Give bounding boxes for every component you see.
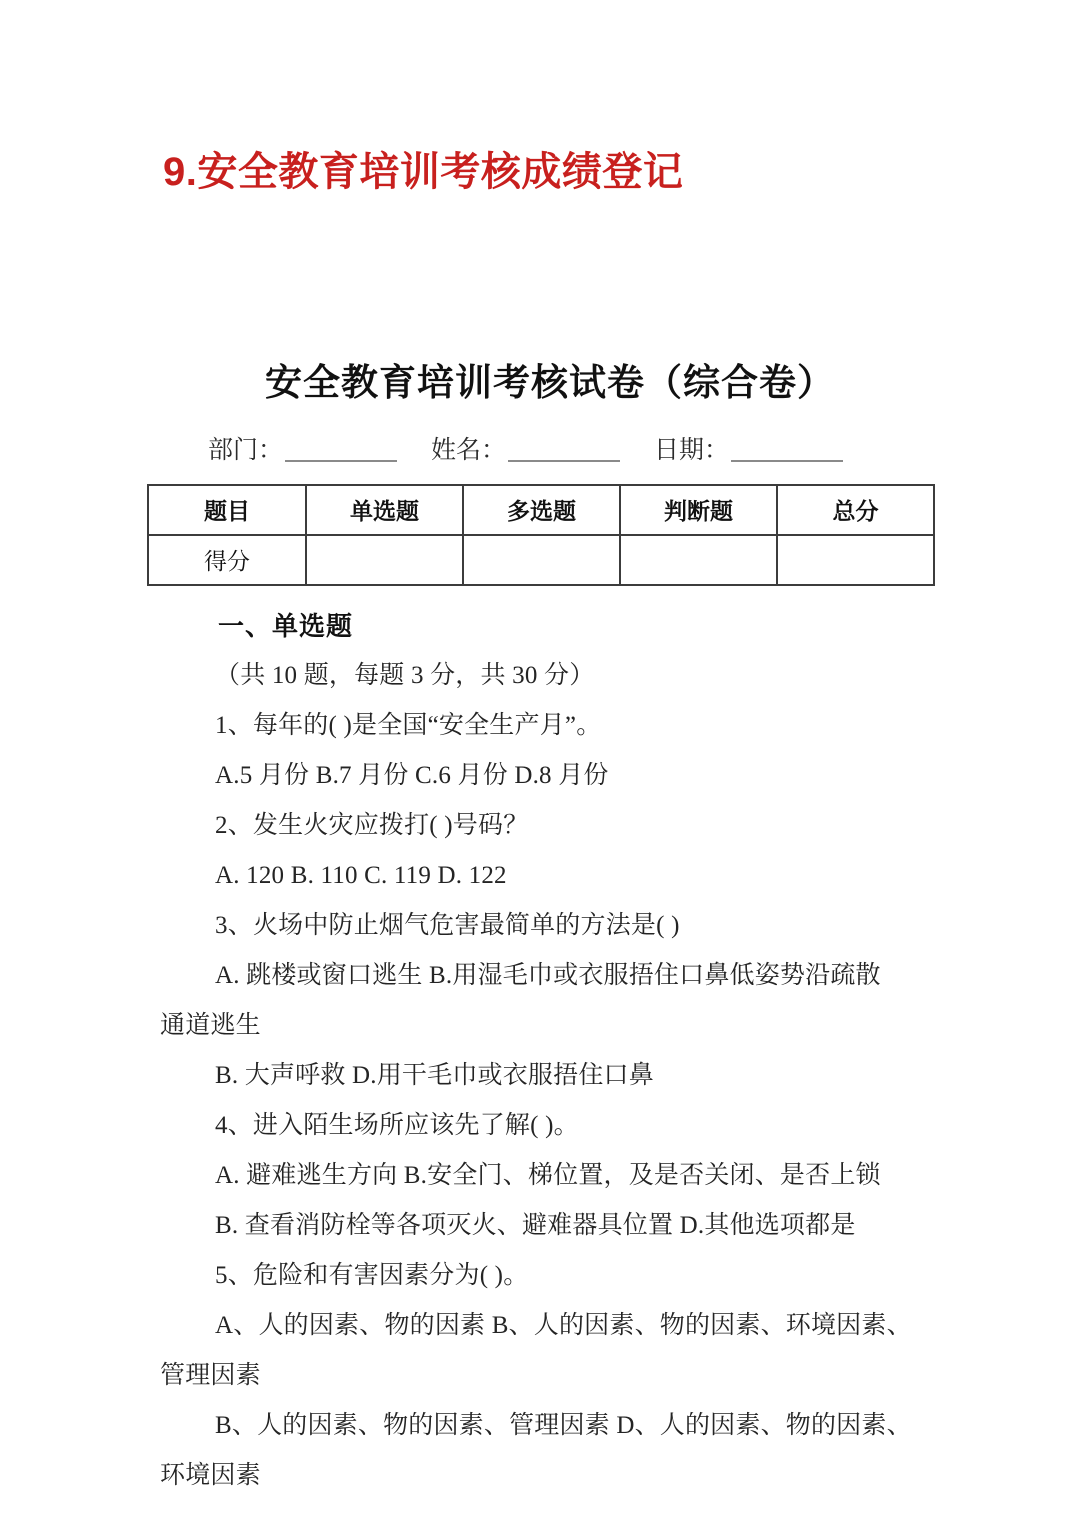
page-title: 安全教育培训考核试卷（综合卷） bbox=[265, 362, 835, 403]
table-header-row bbox=[148, 485, 934, 535]
table-header-cell-4: 总分 bbox=[777, 485, 934, 535]
table-header-cell-3: 判断题 bbox=[620, 485, 777, 535]
name-field[interactable] bbox=[431, 432, 620, 470]
question-line-q5-option-a-cont: 管理因素 bbox=[160, 1361, 261, 1389]
score-table-container bbox=[0, 484, 1080, 586]
question-line-q3: 3、火场中防止烟气危害最简单的方法是( ) bbox=[215, 911, 680, 939]
score-cell-total[interactable] bbox=[777, 535, 934, 585]
question-line-q5-option-b: B、人的因素、物的因素、管理因素 D、人的因素、物的因素、 bbox=[215, 1411, 912, 1439]
department-field[interactable] bbox=[208, 432, 397, 470]
date-input-blank[interactable] bbox=[731, 438, 843, 462]
score-table bbox=[147, 484, 935, 586]
score-cell-multi-choice[interactable] bbox=[463, 535, 620, 585]
question-line-q5-option-a: A、人的因素、物的因素 B、人的因素、物的因素、环境因素、 bbox=[215, 1311, 912, 1339]
department-input-blank[interactable] bbox=[285, 438, 397, 462]
table-header-cell-1: 单选题 bbox=[306, 485, 463, 535]
table-row bbox=[148, 535, 934, 585]
document-red-title: 9.安全教育培训考核成绩登记 bbox=[163, 150, 684, 194]
question-line-q3-option-a-cont: 通道逃生 bbox=[160, 1011, 261, 1039]
department-label: 部门： bbox=[208, 437, 284, 465]
question-line-q4-option-b: B. 查看消防栓等各项灭火、避难器具位置 D.其他选项都是 bbox=[215, 1211, 856, 1239]
section-instructions: （共 10 题，每题 3 分，共 30 分） bbox=[215, 661, 595, 689]
identity-row bbox=[0, 432, 1080, 470]
question-line-q5-option-b-cont: 环境因素 bbox=[160, 1461, 261, 1489]
date-label: 日期： bbox=[654, 437, 730, 465]
question-line-q3-option-a: A. 跳楼或窗口逃生 B.用湿毛巾或衣服捂住口鼻低姿势沿疏散 bbox=[215, 961, 881, 989]
table-header-cell-0: 题目 bbox=[148, 485, 306, 535]
question-list bbox=[0, 651, 1080, 1501]
question-line-q4-option-a: A. 避难逃生方向 B.安全门、梯位置，及是否关闭、是否上锁 bbox=[215, 1161, 881, 1189]
question-line-q2-options: A. 120 B. 110 C. 119 D. 122 bbox=[215, 861, 507, 889]
question-line-q4: 4、进入陌生场所应该先了解( )。 bbox=[215, 1111, 579, 1139]
table-header-cell-2: 多选题 bbox=[463, 485, 620, 535]
section-heading-single-choice: 一、单选题 bbox=[218, 610, 354, 641]
name-input-blank[interactable] bbox=[508, 438, 620, 462]
exam-sheet bbox=[0, 360, 1080, 1501]
question-line-q2: 2、发生火灾应拨打( )号码？ bbox=[215, 811, 529, 839]
question-line-q1-options: A.5 月份 B.7 月份 C.6 月份 D.8 月份 bbox=[215, 761, 609, 789]
score-cell-true-false[interactable] bbox=[620, 535, 777, 585]
name-label: 姓名： bbox=[431, 437, 507, 465]
question-line-q5: 5、危险和有害因素分为( )。 bbox=[215, 1261, 529, 1289]
score-row-label: 得分 bbox=[148, 535, 306, 585]
question-line-q1: 1、每年的( )是全国“安全生产月”。 bbox=[215, 711, 602, 739]
question-line-q3-option-b: B. 大声呼救 D.用干毛巾或衣服捂住口鼻 bbox=[215, 1061, 654, 1089]
score-cell-single-choice[interactable] bbox=[306, 535, 463, 585]
date-field[interactable] bbox=[654, 432, 843, 470]
